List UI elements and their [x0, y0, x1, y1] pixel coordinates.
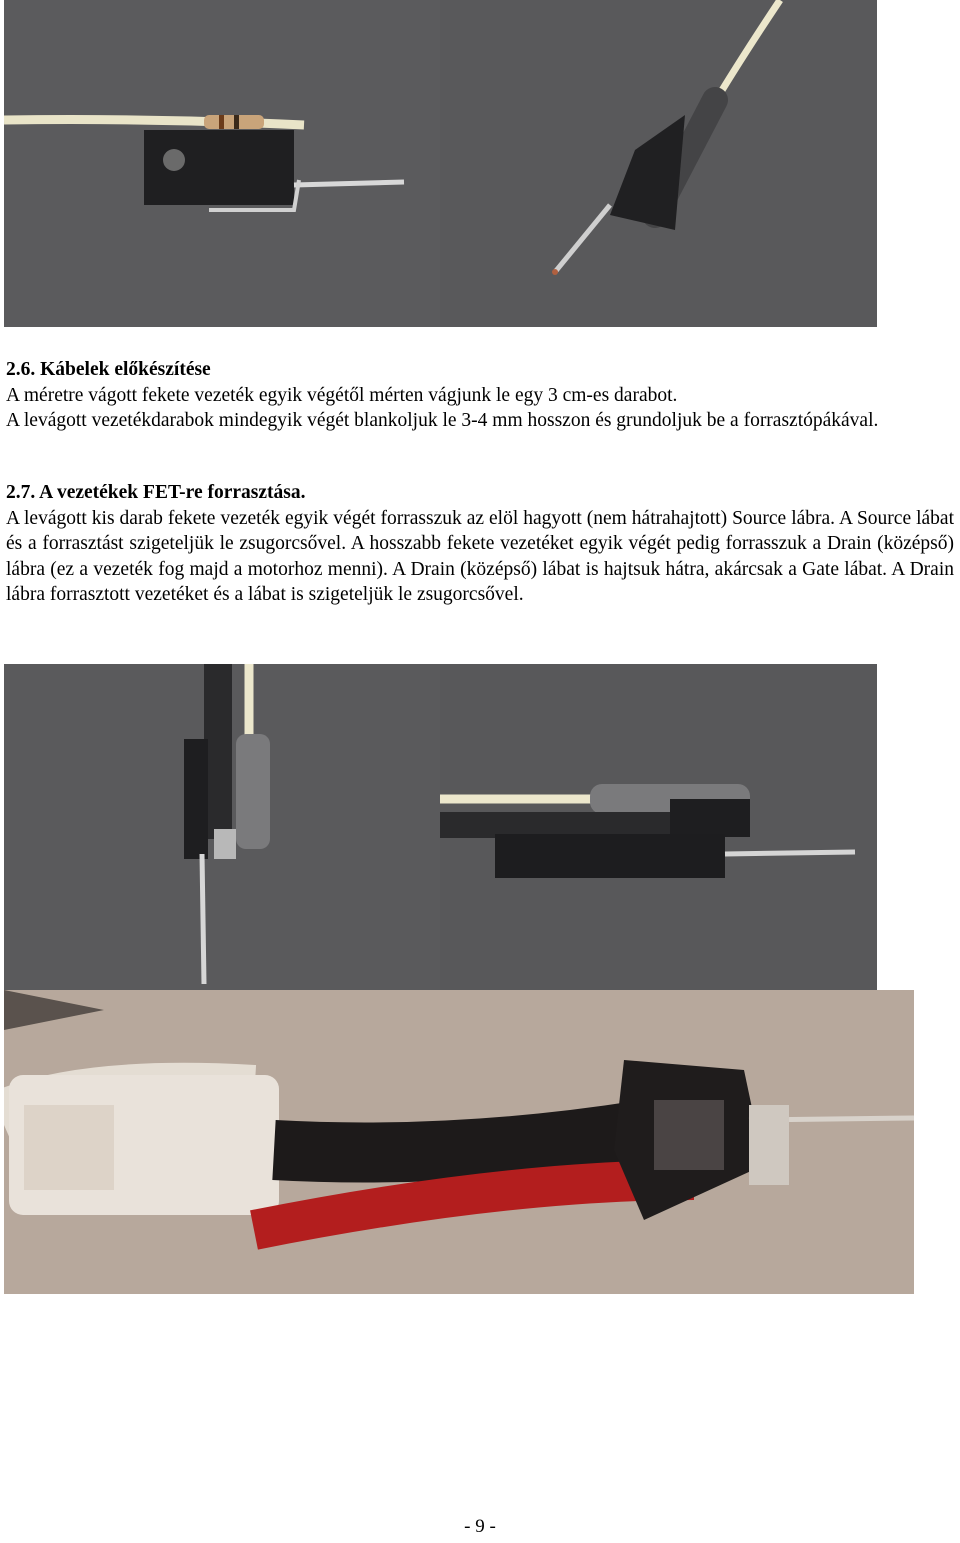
photo-drain-wire-horizontal — [440, 664, 877, 990]
photo-fet-resistor — [4, 0, 440, 327]
paragraph: A méretre vágott fekete vezeték egyik végétől mérten vágjunk le egy 3 cm-es darabot. — [6, 384, 678, 406]
photo-fet-heatshrink — [440, 0, 877, 327]
section-title: Kábelek előkészítése — [40, 359, 211, 380]
section-number: 2.7. — [6, 482, 36, 503]
photo-motor-connector — [4, 990, 914, 1294]
page-number: - 9 - — [464, 1516, 496, 1537]
photo-drain-wire-vertical — [4, 664, 440, 990]
section-2-7 — [6, 480, 954, 608]
section-heading — [6, 480, 954, 506]
paragraph: A levágott vezetékdarabok mindegyik végét blankoljuk le 3-4 mm hosszon és grundoljuk be a forrasztópákával. — [6, 410, 879, 431]
section-2-6 — [6, 357, 954, 434]
section-heading — [6, 357, 954, 383]
paragraph: A levágott kis darab fekete vezeték egyik végét forrasszuk az elöl hagyott (nem hátrahajtott) Source lábra. A Source lábat és a forrasztást szigeteljük le zsugorcsővel. A hosszabb fekete vezetéket egyik végét pedig forrasszuk a Drain (középső) lábra (ez a vezeték fog majd a motorhoz menni). A Drain (középső) lábat is hajtsuk hátra, akárcsak a Gate lábat. A Drain lábra forrasztott vezetéket és a lábat is szigeteljük le zsugorcsővel. — [6, 507, 954, 605]
section-number: 2.6. — [6, 359, 36, 380]
section-title: A vezetékek FET-re forrasztása. — [39, 482, 306, 503]
